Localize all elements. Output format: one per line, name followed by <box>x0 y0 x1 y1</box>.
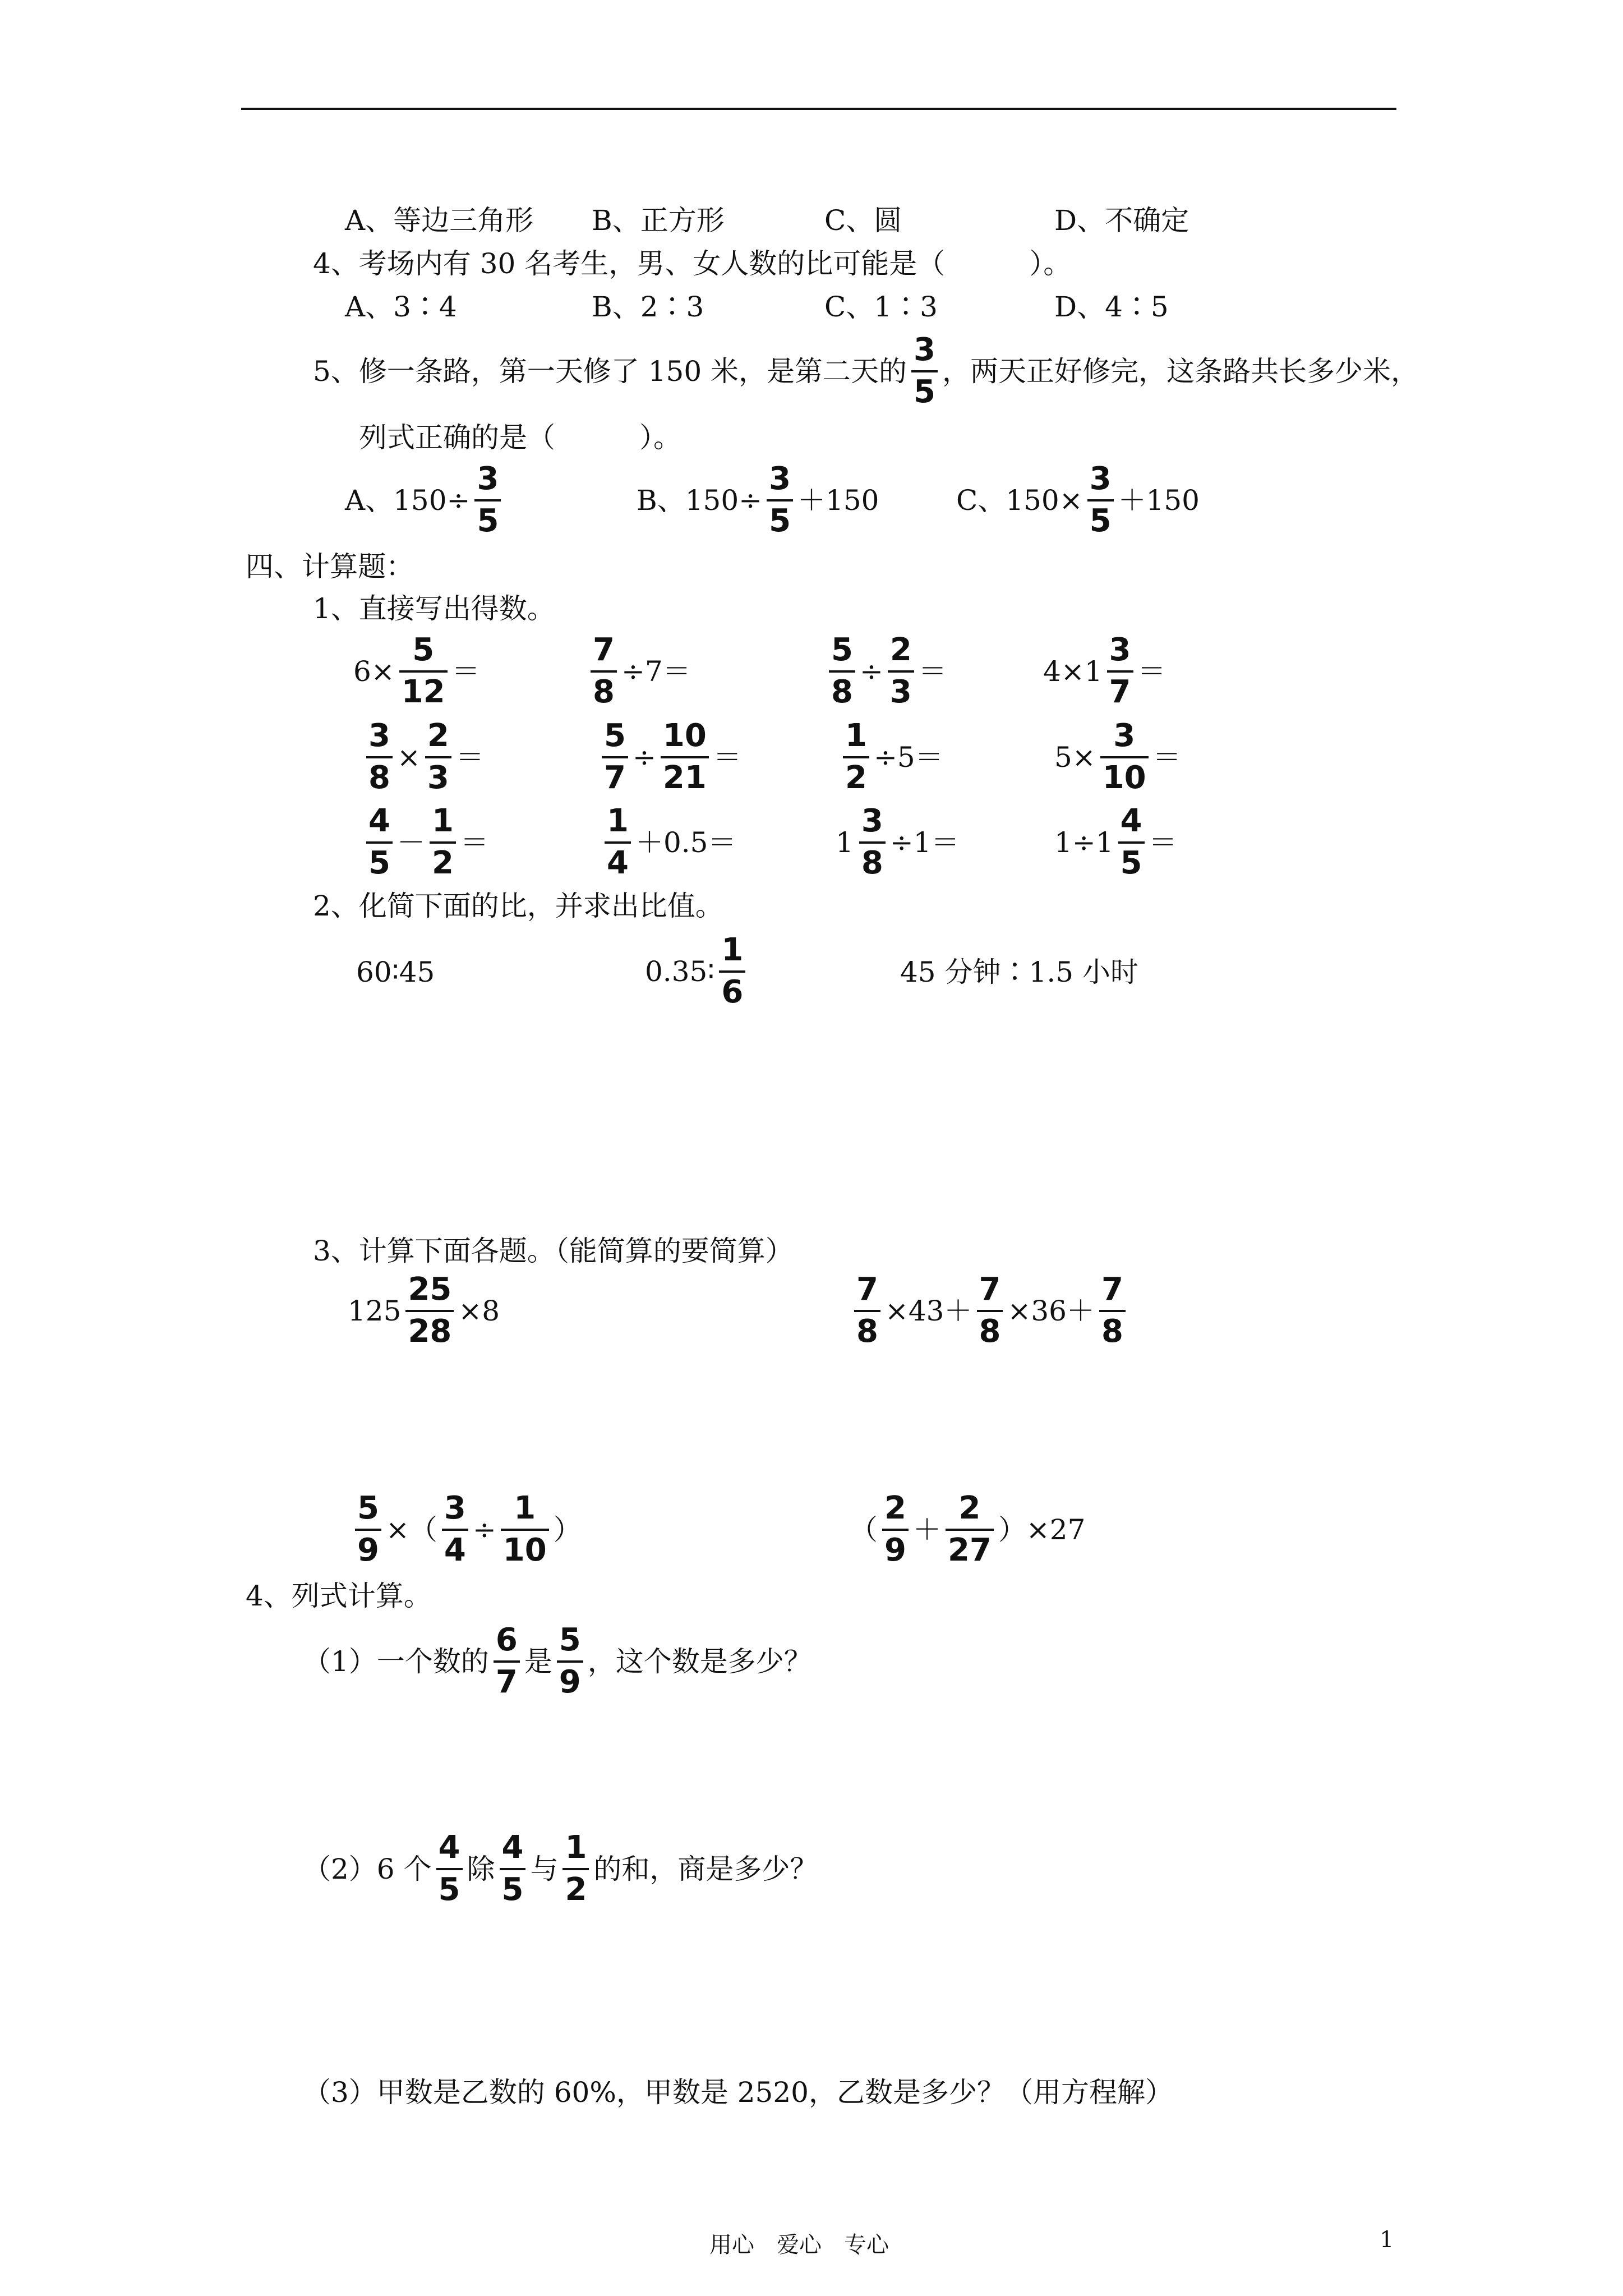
calc-r2-c4: 5× $\frac{3}{10}$ ＝ <box>1054 717 1181 796</box>
fraction: $\frac{5}{8}$ <box>829 634 855 709</box>
part2-title: 2、化简下面的比，并求出比值。 <box>313 890 723 922</box>
fraction: $\frac{4}{5}$ <box>436 1832 463 1907</box>
fraction: $\frac{4}{5}$ <box>366 805 393 880</box>
fraction: $\frac{4}{5}$ <box>500 1832 526 1907</box>
fraction: $\frac{1}{4}$ <box>605 805 631 880</box>
calc-r3-c3: 1 $\frac{3}{8}$ ÷1＝ <box>836 803 960 881</box>
q4-option-b: B、2∶3 <box>592 291 704 323</box>
ratio-c: 45 分钟∶1.5 小时 <box>900 956 1138 988</box>
section-title: 四、计算题： <box>246 550 414 583</box>
q4-option-d: D、4∶5 <box>1054 291 1169 323</box>
page-number: 1 <box>1380 2227 1394 2253</box>
ratio-b: 0.35∶ $\frac{1}{6}$ <box>645 934 750 1009</box>
fraction: $\frac{7}{8}$ <box>1099 1273 1126 1349</box>
fraction: $\frac{6}{7}$ <box>494 1624 520 1699</box>
fraction: $\frac{3}{5}$ <box>767 463 793 538</box>
fraction: $\frac{5}{12}$ <box>399 634 448 709</box>
calc-r1-c3: $\frac{5}{8}$ ÷ $\frac{2}{3}$ ＝ <box>824 634 947 709</box>
fraction: $\frac{10}{21}$ <box>661 720 709 795</box>
calc-r2-c3: $\frac{1}{2}$ ÷5＝ <box>838 720 943 795</box>
fraction: $\frac{5}{9}$ <box>557 1624 583 1699</box>
expr-c: $\frac{5}{9}$ ×（ $\frac{3}{4}$ ÷ $\frac{1}{10}$ ） <box>351 1492 582 1567</box>
fraction: $\frac{2}{27}$ <box>946 1492 994 1567</box>
q5-line2: 列式正确的是（ ）。 <box>359 421 681 454</box>
calc-r2-c2: $\frac{5}{7}$ ÷ $\frac{10}{21}$ ＝ <box>597 720 741 795</box>
q5-option-a: A、150÷ $\frac{3}{5}$ <box>345 463 505 538</box>
fraction: $\frac{1}{2}$ <box>843 720 869 795</box>
fraction: $\frac{5}{7}$ <box>602 720 628 795</box>
calc-r2-c1: $\frac{3}{8}$ × $\frac{2}{3}$ ＝ <box>362 720 484 795</box>
word-problem-1: （1）一个数的 $\frac{6}{7}$ 是 $\frac{5}{9}$ ，这个数是多少？ <box>303 1622 812 1700</box>
fraction: $\frac{5}{9}$ <box>355 1492 381 1567</box>
expr-d: （ $\frac{2}{9}$ ＋ $\frac{2}{27}$ ）×27 <box>850 1490 1086 1568</box>
q3-option-c: C、圆 <box>824 204 902 237</box>
fraction: $\frac{3}{8}$ <box>366 720 393 795</box>
expr-b: $\frac{7}{8}$ ×43＋ $\frac{7}{8}$ ×36＋ $\frac{7}{8}$ <box>850 1273 1130 1349</box>
part1-title: 1、直接写出得数。 <box>313 592 555 625</box>
calc-r1-c4: 4×1 $\frac{3}{7}$ ＝ <box>1043 632 1166 710</box>
word-problem-3: （3）甲数是乙数的 60%，甲数是 2520，乙数是多少？（用方程解） <box>303 2076 1173 2109</box>
q4-stem: 4、考场内有 30 名考生，男、女人数的比可能是（ ）。 <box>313 247 1072 280</box>
q3-option-d: D、不确定 <box>1054 204 1189 237</box>
part4-title: 4、列式计算。 <box>246 1580 432 1612</box>
fraction: $\frac{3}{8}$ <box>859 805 886 880</box>
footer-motto: 用心 爱心 专心 <box>709 2232 889 2258</box>
fraction: $\frac{2}{3}$ <box>888 634 914 709</box>
fraction: $\frac{7}{8}$ <box>977 1273 1003 1349</box>
q3-option-a: A、等边三角形 <box>345 204 534 237</box>
calc-r3-c4: 1÷1 $\frac{4}{5}$ ＝ <box>1054 803 1177 881</box>
fraction: $\frac{1}{6}$ <box>719 934 745 1009</box>
calc-r1-c2: $\frac{7}{8}$ ÷7＝ <box>586 634 691 709</box>
calc-r3-c1: $\frac{4}{5}$ － $\frac{1}{2}$ ＝ <box>362 805 488 880</box>
calc-r1-c1: 6× $\frac{5}{12}$ ＝ <box>353 632 480 710</box>
fraction: $\frac{3}{5}$ <box>1087 463 1114 538</box>
q4-option-a: A、3∶4 <box>345 291 457 323</box>
q5-stem: 5、修一条路，第一天修了 150 米，是第二天的 $\frac{3}{5}$ ，两天正好修完，这条路共长多少米， <box>313 332 1419 410</box>
fraction: $\frac{1}{2}$ <box>562 1832 589 1907</box>
q5-option-b: B、150÷ $\frac{3}{5}$ ＋150 <box>637 461 879 539</box>
fraction: $\frac{3}{4}$ <box>442 1492 468 1567</box>
fraction: $\frac{7}{8}$ <box>591 634 617 709</box>
word-problem-2: （2）6 个 $\frac{4}{5}$ 除 $\frac{4}{5}$ 与 $\frac{1}{2}$ 的和，商是多少？ <box>303 1829 818 1908</box>
fraction: $\frac{7}{8}$ <box>854 1273 880 1349</box>
fraction: $\frac{1}{2}$ <box>430 805 456 880</box>
calc-r3-c2: $\frac{1}{4}$ ＋0.5＝ <box>600 805 736 880</box>
fraction: $\frac{3}{5}$ <box>911 334 938 409</box>
part3-title: 3、计算下面各题。（能简算的要简算） <box>313 1235 794 1267</box>
fraction: $\frac{3}{10}$ <box>1100 720 1149 795</box>
fraction: $\frac{4}{5}$ <box>1118 805 1145 880</box>
fraction: $\frac{25}{28}$ <box>405 1273 454 1349</box>
q5-option-c: C、150× $\frac{3}{5}$ ＋150 <box>956 461 1200 539</box>
q3-option-b: B、正方形 <box>592 204 725 237</box>
header-rule <box>241 108 1396 110</box>
fraction: $\frac{3}{5}$ <box>474 463 501 538</box>
fraction: $\frac{2}{3}$ <box>425 720 451 795</box>
fraction: $\frac{3}{7}$ <box>1107 634 1133 709</box>
q4-option-c: C、1∶3 <box>824 291 938 323</box>
fraction: $\frac{1}{10}$ <box>501 1492 549 1567</box>
ratio-a: 60∶45 <box>356 956 435 988</box>
expr-a: 125 $\frac{25}{28}$ ×8 <box>348 1271 500 1350</box>
fraction: $\frac{2}{9}$ <box>882 1492 909 1567</box>
